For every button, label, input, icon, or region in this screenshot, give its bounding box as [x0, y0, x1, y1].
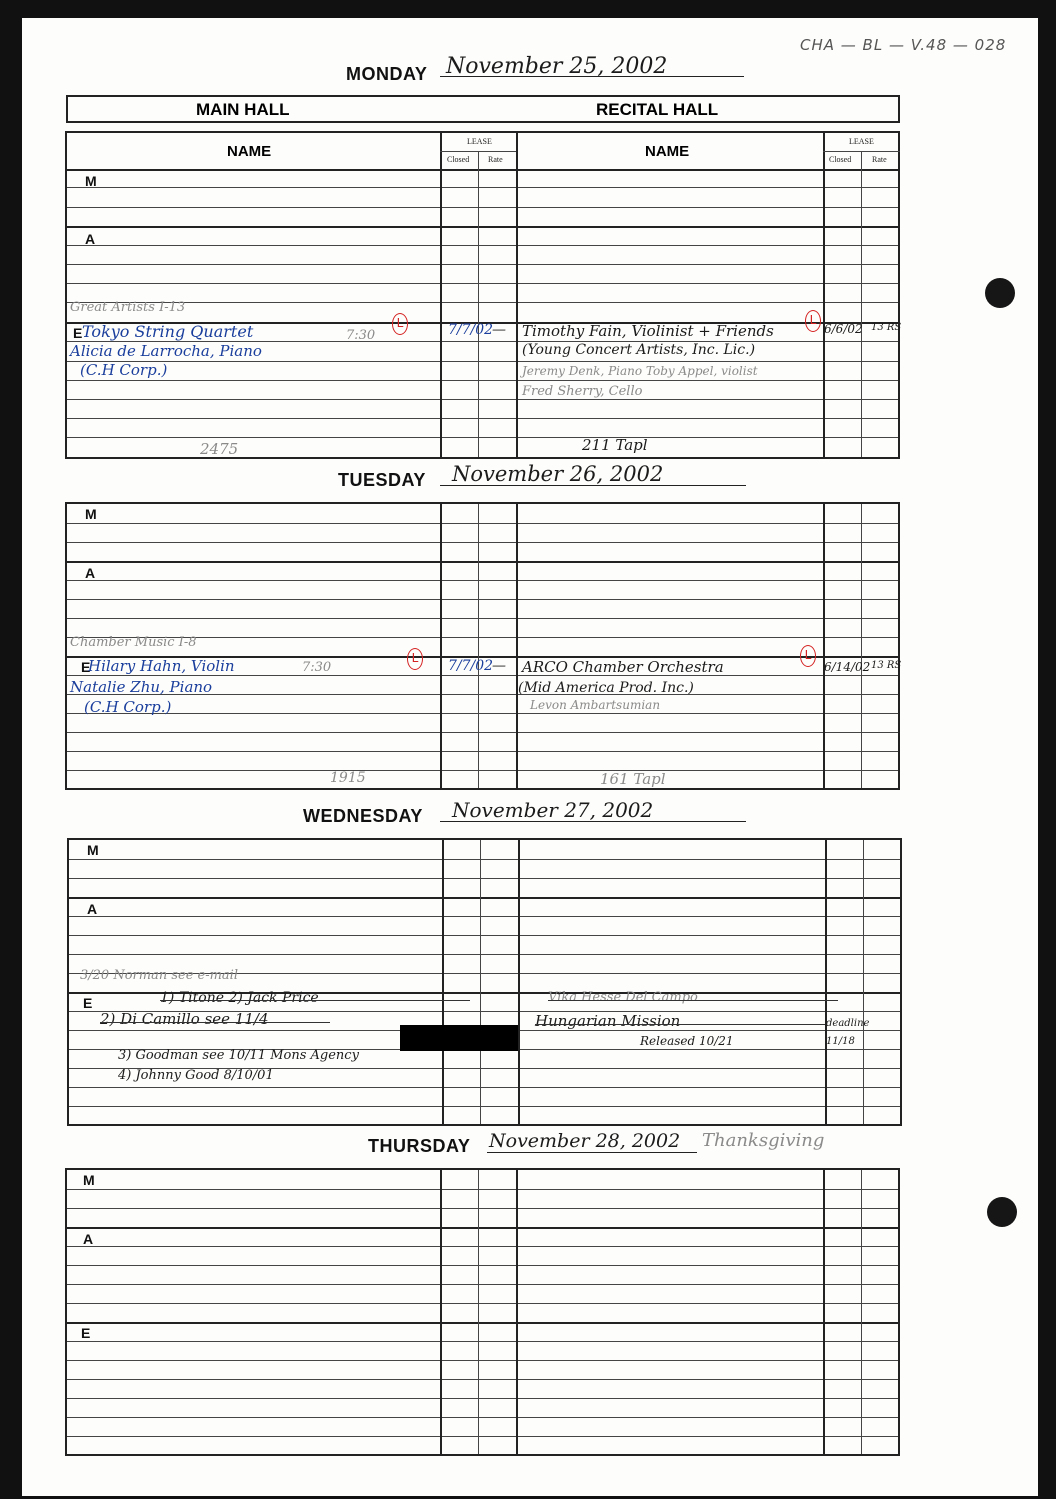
day-label-thursday: THURSDAY: [368, 1136, 471, 1156]
holiday-note: Thanksgiving: [702, 1130, 825, 1151]
row-label-evening: E: [81, 659, 91, 675]
main-entry-line: 3/20 Norman see e-mail: [80, 968, 238, 983]
row-label-morning: M: [85, 506, 97, 522]
recital-entry-line: (Mid America Prod. Inc.): [518, 680, 694, 696]
lease-closed-main: 7/7/02: [448, 658, 494, 674]
lease-closed-recital: 6/6/02: [824, 322, 863, 336]
deadline-note: deadline 11/18: [826, 1018, 870, 1047]
count-main: 2475: [200, 440, 239, 458]
name-header-recital: NAME: [645, 143, 690, 160]
main-entry-line: (C.H Corp.): [80, 361, 168, 379]
thursday-schedule-grid: [65, 1168, 900, 1456]
lease-mark-icon: L: [392, 313, 408, 335]
row-label-afternoon: A: [85, 231, 96, 247]
date-tuesday: November 26, 2002: [452, 462, 664, 486]
lease-rate-main: —: [492, 658, 506, 674]
recital-entry-line: Released 10/21: [640, 1034, 734, 1048]
punch-hole: [985, 278, 1015, 308]
main-entry-line: Natalie Zhu, Piano: [70, 678, 213, 696]
date-wednesday: November 27, 2002: [452, 798, 654, 822]
strikethrough: [535, 1024, 825, 1025]
main-entry-line: Alicia de Larrocha, Piano: [70, 342, 262, 360]
recital-extra-line: Fred Sherry, Cello: [522, 384, 643, 399]
recital-entry-line: Timothy Fain, Violinist + Friends: [522, 322, 774, 340]
strikethrough: [160, 1000, 470, 1001]
row-label-afternoon: A: [83, 1231, 94, 1247]
row-label-morning: M: [85, 173, 97, 189]
lease-mark-icon: L: [407, 648, 423, 670]
row-label-evening: E: [81, 1325, 91, 1341]
monday-schedule-grid: [65, 131, 900, 459]
series-monday: Great Artists I-13: [70, 300, 186, 315]
row-label-morning: M: [83, 1172, 95, 1188]
day-label-tuesday: TUESDAY: [338, 470, 426, 490]
row-label-afternoon: A: [85, 565, 96, 581]
main-entry-line: 1) Titone 2) Jack Price: [160, 990, 319, 1006]
punch-hole: [987, 1197, 1017, 1227]
strikethrough: [100, 1022, 330, 1023]
recital-hall-title: RECITAL HALL: [596, 100, 719, 119]
lease-closed-main: 7/7/02: [448, 322, 494, 338]
main-entry-line: (C.H Corp.): [84, 698, 172, 716]
date-monday: November 25, 2002: [446, 54, 668, 79]
main-hall-title: MAIN HALL: [196, 100, 290, 119]
recital-extra-line: Levon Ambartsumian: [530, 698, 661, 712]
main-entry-line: 2) Di Camillo see 11/4: [100, 1010, 269, 1028]
hall-header-bar: [66, 95, 900, 123]
lease-rate-main: —: [492, 322, 506, 338]
main-entry-line: Hilary Hahn, Violin: [88, 657, 235, 675]
row-label-evening: E: [73, 325, 83, 341]
time-tuesday: 7:30: [302, 660, 332, 675]
lease-header-main: LEASE: [467, 137, 492, 146]
lease-rate-recital: 13 RS: [871, 322, 902, 333]
count-main: 1915: [330, 770, 366, 786]
strikethrough: [548, 1000, 838, 1001]
row-label-evening: E: [83, 995, 93, 1011]
date-thursday: November 28, 2002: [489, 1130, 681, 1152]
recital-entry-line: ARCO Chamber Orchestra: [522, 658, 724, 676]
main-entry-line: 3) Goodman see 10/11 Mons Agency: [118, 1048, 359, 1063]
series-tuesday: Chamber Music I-8: [70, 635, 197, 650]
lease-mark-icon: L: [805, 310, 821, 332]
lease-mark-icon: L: [800, 645, 816, 667]
lease-closed-recital: 6/14/02: [824, 660, 871, 674]
closed-header-recital: Closed: [829, 155, 852, 164]
name-header-main: NAME: [227, 143, 272, 160]
lease-header-recital: LEASE: [849, 137, 874, 146]
time-monday: 7:30: [346, 328, 376, 343]
count-recital: 161 Tapl: [600, 770, 666, 788]
rate-header-main: Rate: [488, 155, 503, 164]
day-label-monday: MONDAY: [346, 64, 428, 84]
main-entry-line: 4) Johnny Good 8/10/01: [118, 1068, 274, 1083]
closed-header-main: Closed: [447, 155, 470, 164]
main-entry-line: Tokyo String Quartet: [82, 322, 254, 341]
recital-entry-line: (Young Concert Artists, Inc. Lic.): [522, 342, 756, 358]
redaction-block: [400, 1025, 518, 1051]
recital-extra-line: Jeremy Denk, Piano Toby Appel, violist: [522, 364, 758, 378]
count-recital: 211 Tapl: [582, 436, 648, 454]
recital-entry-line: Hungarian Mission: [535, 1012, 681, 1030]
recital-entry-line: Vika Hesse Del Campo: [548, 990, 698, 1005]
lease-rate-recital: 13 RS: [871, 660, 902, 671]
row-label-afternoon: A: [87, 901, 98, 917]
date-line: [487, 1152, 697, 1153]
day-label-wednesday: WEDNESDAY: [303, 806, 423, 826]
reference-code: CHA — BL — V.48 — 028: [800, 36, 1007, 54]
row-label-morning: M: [87, 842, 99, 858]
rate-header-recital: Rate: [872, 155, 887, 164]
